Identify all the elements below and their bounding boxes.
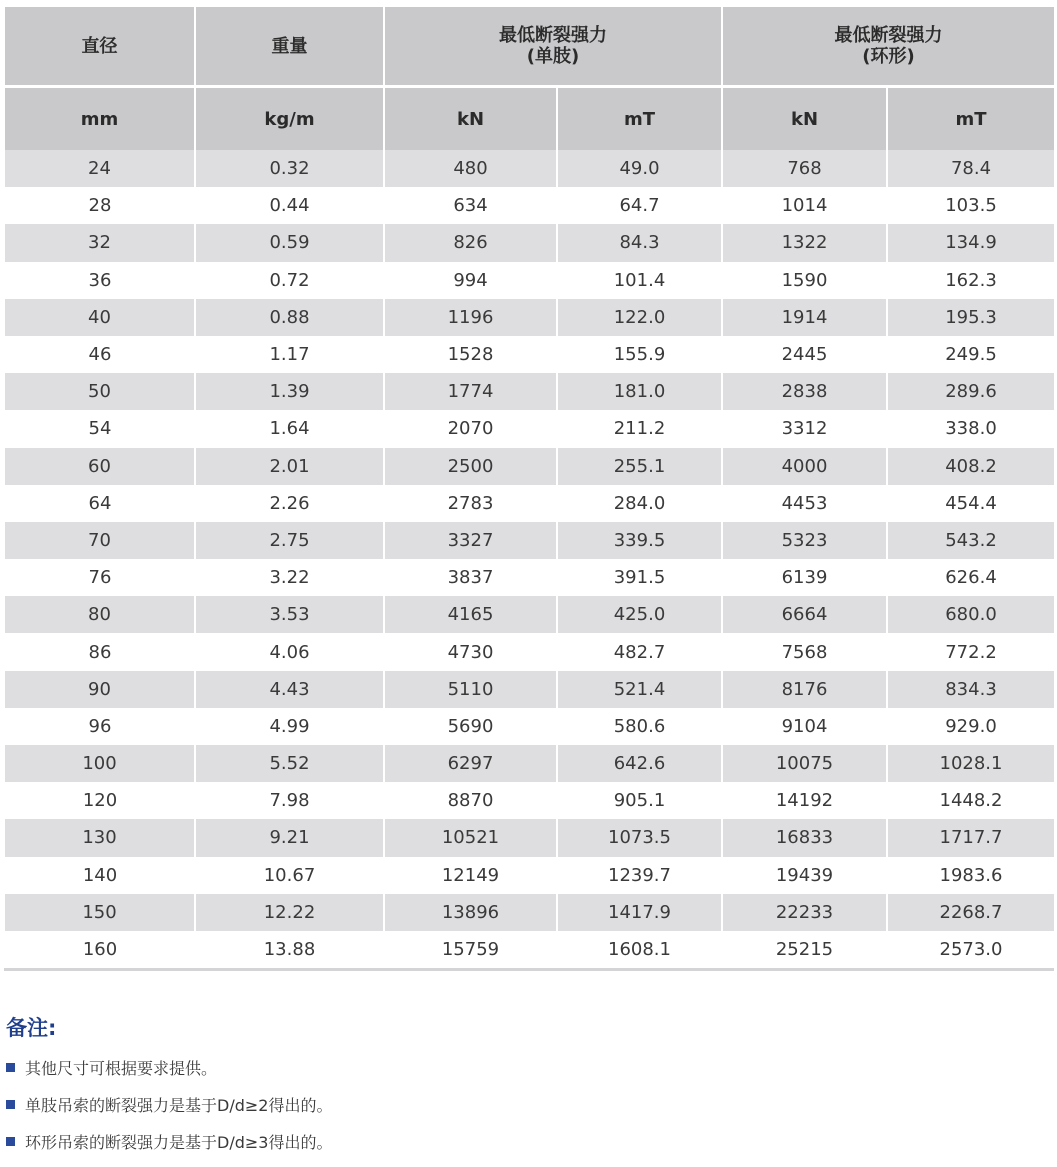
- table-row: [5, 708, 1054, 745]
- table-body: [5, 150, 1054, 970]
- cell-kn-single: 2783: [384, 485, 557, 522]
- cell-mt-endless: 454.4: [887, 485, 1054, 522]
- table-row: [5, 336, 1054, 373]
- cell-weight: 2.75: [195, 522, 384, 559]
- cell-weight: 3.53: [195, 596, 384, 633]
- table-row: [5, 857, 1054, 894]
- cell-mt-single: 101.4: [557, 262, 722, 299]
- cell-kn-single: 3327: [384, 522, 557, 559]
- cell-weight: 0.88: [195, 299, 384, 336]
- cell-kn-endless: 2838: [722, 373, 887, 410]
- cell-kn-endless: 16833: [722, 819, 887, 856]
- cell-kn-endless: 19439: [722, 857, 887, 894]
- cell-kn-single: 480: [384, 150, 557, 187]
- cell-mt-endless: 626.4: [887, 559, 1054, 596]
- unit-kn-single: kN: [384, 87, 557, 151]
- cell-mt-single: 84.3: [557, 224, 722, 261]
- table-row: [5, 262, 1054, 299]
- square-bullet-icon: [6, 1137, 15, 1146]
- note-text: 其他尺寸可根据要求提供。: [25, 1058, 218, 1078]
- cell-diameter: 96: [5, 708, 195, 745]
- cell-diameter: 50: [5, 373, 195, 410]
- cell-kn-single: 634: [384, 187, 557, 224]
- table-row: [5, 894, 1054, 931]
- cell-kn-single: 1196: [384, 299, 557, 336]
- note-text: 环形吊索的断裂强力是基于D/d≥3得出的。: [25, 1132, 333, 1152]
- cell-kn-single: 994: [384, 262, 557, 299]
- cell-weight: 9.21: [195, 819, 384, 856]
- cell-kn-endless: 768: [722, 150, 887, 187]
- unit-mt-endless: mT: [887, 87, 1054, 151]
- cell-mt-endless: 1448.2: [887, 782, 1054, 819]
- cell-mt-single: 255.1: [557, 448, 722, 485]
- cell-kn-single: 1528: [384, 336, 557, 373]
- cell-weight: 0.59: [195, 224, 384, 261]
- cell-mt-single: 181.0: [557, 373, 722, 410]
- table-row: [5, 522, 1054, 559]
- cell-kn-endless: 9104: [722, 708, 887, 745]
- table-row: [5, 745, 1054, 782]
- table-row: [5, 671, 1054, 708]
- cell-diameter: 28: [5, 187, 195, 224]
- cell-kn-endless: 2445: [722, 336, 887, 373]
- note-item: [6, 1056, 1046, 1078]
- cell-mt-endless: 680.0: [887, 596, 1054, 633]
- cell-kn-endless: 14192: [722, 782, 887, 819]
- cell-diameter: 46: [5, 336, 195, 373]
- header-mbl-single-line1: 最低断裂强力: [499, 25, 607, 46]
- cell-weight: 0.32: [195, 150, 384, 187]
- cell-kn-endless: 7568: [722, 633, 887, 670]
- cell-kn-single: 15759: [384, 931, 557, 970]
- cell-mt-endless: 1983.6: [887, 857, 1054, 894]
- note-text: 单肢吊索的断裂强力是基于D/d≥2得出的。: [25, 1095, 333, 1115]
- cell-kn-endless: 1590: [722, 262, 887, 299]
- cell-diameter: 150: [5, 894, 195, 931]
- header-mbl-endless: [722, 7, 1054, 87]
- cell-kn-endless: 10075: [722, 745, 887, 782]
- cell-kn-endless: 1322: [722, 224, 887, 261]
- cell-mt-single: 642.6: [557, 745, 722, 782]
- cell-kn-single: 12149: [384, 857, 557, 894]
- cell-diameter: 60: [5, 448, 195, 485]
- cell-mt-single: 391.5: [557, 559, 722, 596]
- cell-diameter: 130: [5, 819, 195, 856]
- cell-mt-single: 155.9: [557, 336, 722, 373]
- cell-weight: 1.64: [195, 410, 384, 447]
- cell-kn-single: 826: [384, 224, 557, 261]
- notes-section: [6, 1014, 1046, 1167]
- table-row: [5, 187, 1054, 224]
- cell-mt-endless: 1717.7: [887, 819, 1054, 856]
- cell-diameter: 64: [5, 485, 195, 522]
- table-row: [5, 819, 1054, 856]
- cell-diameter: 70: [5, 522, 195, 559]
- cell-kn-endless: 22233: [722, 894, 887, 931]
- cell-kn-endless: 4000: [722, 448, 887, 485]
- table-row: [5, 150, 1054, 187]
- cell-weight: 13.88: [195, 931, 384, 970]
- table-row: [5, 485, 1054, 522]
- cell-diameter: 160: [5, 931, 195, 970]
- cell-mt-endless: 834.3: [887, 671, 1054, 708]
- cell-diameter: 90: [5, 671, 195, 708]
- cell-diameter: 24: [5, 150, 195, 187]
- cell-mt-single: 49.0: [557, 150, 722, 187]
- cell-kn-endless: 8176: [722, 671, 887, 708]
- cell-weight: 4.06: [195, 633, 384, 670]
- cell-kn-single: 4165: [384, 596, 557, 633]
- cell-diameter: 80: [5, 596, 195, 633]
- note-item: [6, 1093, 1046, 1115]
- cell-kn-single: 13896: [384, 894, 557, 931]
- cell-mt-endless: 338.0: [887, 410, 1054, 447]
- cell-kn-single: 8870: [384, 782, 557, 819]
- cell-mt-single: 1073.5: [557, 819, 722, 856]
- cell-kn-single: 10521: [384, 819, 557, 856]
- cell-mt-endless: 929.0: [887, 708, 1054, 745]
- unit-mt-single: mT: [557, 87, 722, 151]
- cell-kn-endless: 4453: [722, 485, 887, 522]
- cell-weight: 10.67: [195, 857, 384, 894]
- cell-mt-endless: 2573.0: [887, 931, 1054, 970]
- cell-mt-single: 1608.1: [557, 931, 722, 970]
- square-bullet-icon: [6, 1063, 15, 1072]
- table-row: [5, 410, 1054, 447]
- cell-mt-single: 211.2: [557, 410, 722, 447]
- cell-weight: 5.52: [195, 745, 384, 782]
- cell-kn-endless: 3312: [722, 410, 887, 447]
- cell-diameter: 140: [5, 857, 195, 894]
- cell-mt-endless: 162.3: [887, 262, 1054, 299]
- cell-mt-single: 425.0: [557, 596, 722, 633]
- cell-mt-endless: 195.3: [887, 299, 1054, 336]
- cell-diameter: 86: [5, 633, 195, 670]
- cell-mt-endless: 289.6: [887, 373, 1054, 410]
- cell-weight: 4.43: [195, 671, 384, 708]
- cell-weight: 7.98: [195, 782, 384, 819]
- cell-kn-endless: 1914: [722, 299, 887, 336]
- table-row: [5, 559, 1054, 596]
- table-row: [5, 448, 1054, 485]
- cell-kn-single: 4730: [384, 633, 557, 670]
- cell-kn-endless: 6139: [722, 559, 887, 596]
- table-row: [5, 224, 1054, 261]
- cell-weight: 2.01: [195, 448, 384, 485]
- cell-diameter: 36: [5, 262, 195, 299]
- table-row: [5, 782, 1054, 819]
- cell-mt-single: 580.6: [557, 708, 722, 745]
- header-mbl-endless-line1: 最低断裂强力: [834, 25, 943, 46]
- cell-mt-endless: 408.2: [887, 448, 1054, 485]
- cell-weight: 1.39: [195, 373, 384, 410]
- cell-weight: 1.17: [195, 336, 384, 373]
- cell-diameter: 40: [5, 299, 195, 336]
- header-mbl-single: [384, 7, 722, 87]
- table-row: [5, 633, 1054, 670]
- cell-diameter: 54: [5, 410, 195, 447]
- cell-diameter: 76: [5, 559, 195, 596]
- cell-kn-single: 6297: [384, 745, 557, 782]
- cell-mt-single: 521.4: [557, 671, 722, 708]
- unit-kg-per-m: kg/m: [195, 87, 384, 151]
- cell-kn-endless: 6664: [722, 596, 887, 633]
- cell-mt-single: 905.1: [557, 782, 722, 819]
- cell-kn-single: 1774: [384, 373, 557, 410]
- header-diameter: 直径: [5, 7, 195, 87]
- spec-table: [4, 7, 1054, 971]
- cell-diameter: 100: [5, 745, 195, 782]
- notes-title: 备注:: [6, 1016, 57, 1040]
- unit-kn-endless: kN: [722, 87, 887, 151]
- header-row-units: [5, 87, 1054, 151]
- cell-weight: 3.22: [195, 559, 384, 596]
- cell-mt-single: 1239.7: [557, 857, 722, 894]
- spec-table-container: [4, 7, 1053, 971]
- cell-mt-single: 64.7: [557, 187, 722, 224]
- cell-weight: 12.22: [195, 894, 384, 931]
- cell-kn-endless: 5323: [722, 522, 887, 559]
- cell-mt-endless: 103.5: [887, 187, 1054, 224]
- cell-mt-single: 1417.9: [557, 894, 722, 931]
- cell-weight: 0.44: [195, 187, 384, 224]
- cell-mt-endless: 2268.7: [887, 894, 1054, 931]
- cell-kn-endless: 1014: [722, 187, 887, 224]
- cell-kn-single: 2070: [384, 410, 557, 447]
- cell-mt-endless: 1028.1: [887, 745, 1054, 782]
- cell-weight: 0.72: [195, 262, 384, 299]
- cell-mt-single: 339.5: [557, 522, 722, 559]
- cell-weight: 2.26: [195, 485, 384, 522]
- cell-mt-endless: 543.2: [887, 522, 1054, 559]
- cell-mt-single: 284.0: [557, 485, 722, 522]
- unit-mm: mm: [5, 87, 195, 151]
- cell-mt-single: 482.7: [557, 633, 722, 670]
- header-mbl-single-line2: (单肢): [526, 46, 580, 67]
- cell-mt-single: 122.0: [557, 299, 722, 336]
- cell-mt-endless: 134.9: [887, 224, 1054, 261]
- cell-kn-single: 5110: [384, 671, 557, 708]
- table-row: [5, 596, 1054, 633]
- cell-diameter: 32: [5, 224, 195, 261]
- cell-mt-endless: 78.4: [887, 150, 1054, 187]
- table-row: [5, 373, 1054, 410]
- table-row: [5, 299, 1054, 336]
- cell-diameter: 120: [5, 782, 195, 819]
- header-weight: 重量: [195, 7, 384, 87]
- cell-kn-single: 5690: [384, 708, 557, 745]
- cell-weight: 4.99: [195, 708, 384, 745]
- square-bullet-icon: [6, 1100, 15, 1109]
- header-mbl-endless-line2: (环形): [862, 46, 915, 67]
- cell-kn-single: 2500: [384, 448, 557, 485]
- header-row-titles: [5, 7, 1054, 87]
- note-item: [6, 1130, 1046, 1152]
- cell-kn-endless: 25215: [722, 931, 887, 970]
- table-row: [5, 931, 1054, 970]
- cell-mt-endless: 772.2: [887, 633, 1054, 670]
- cell-mt-endless: 249.5: [887, 336, 1054, 373]
- cell-kn-single: 3837: [384, 559, 557, 596]
